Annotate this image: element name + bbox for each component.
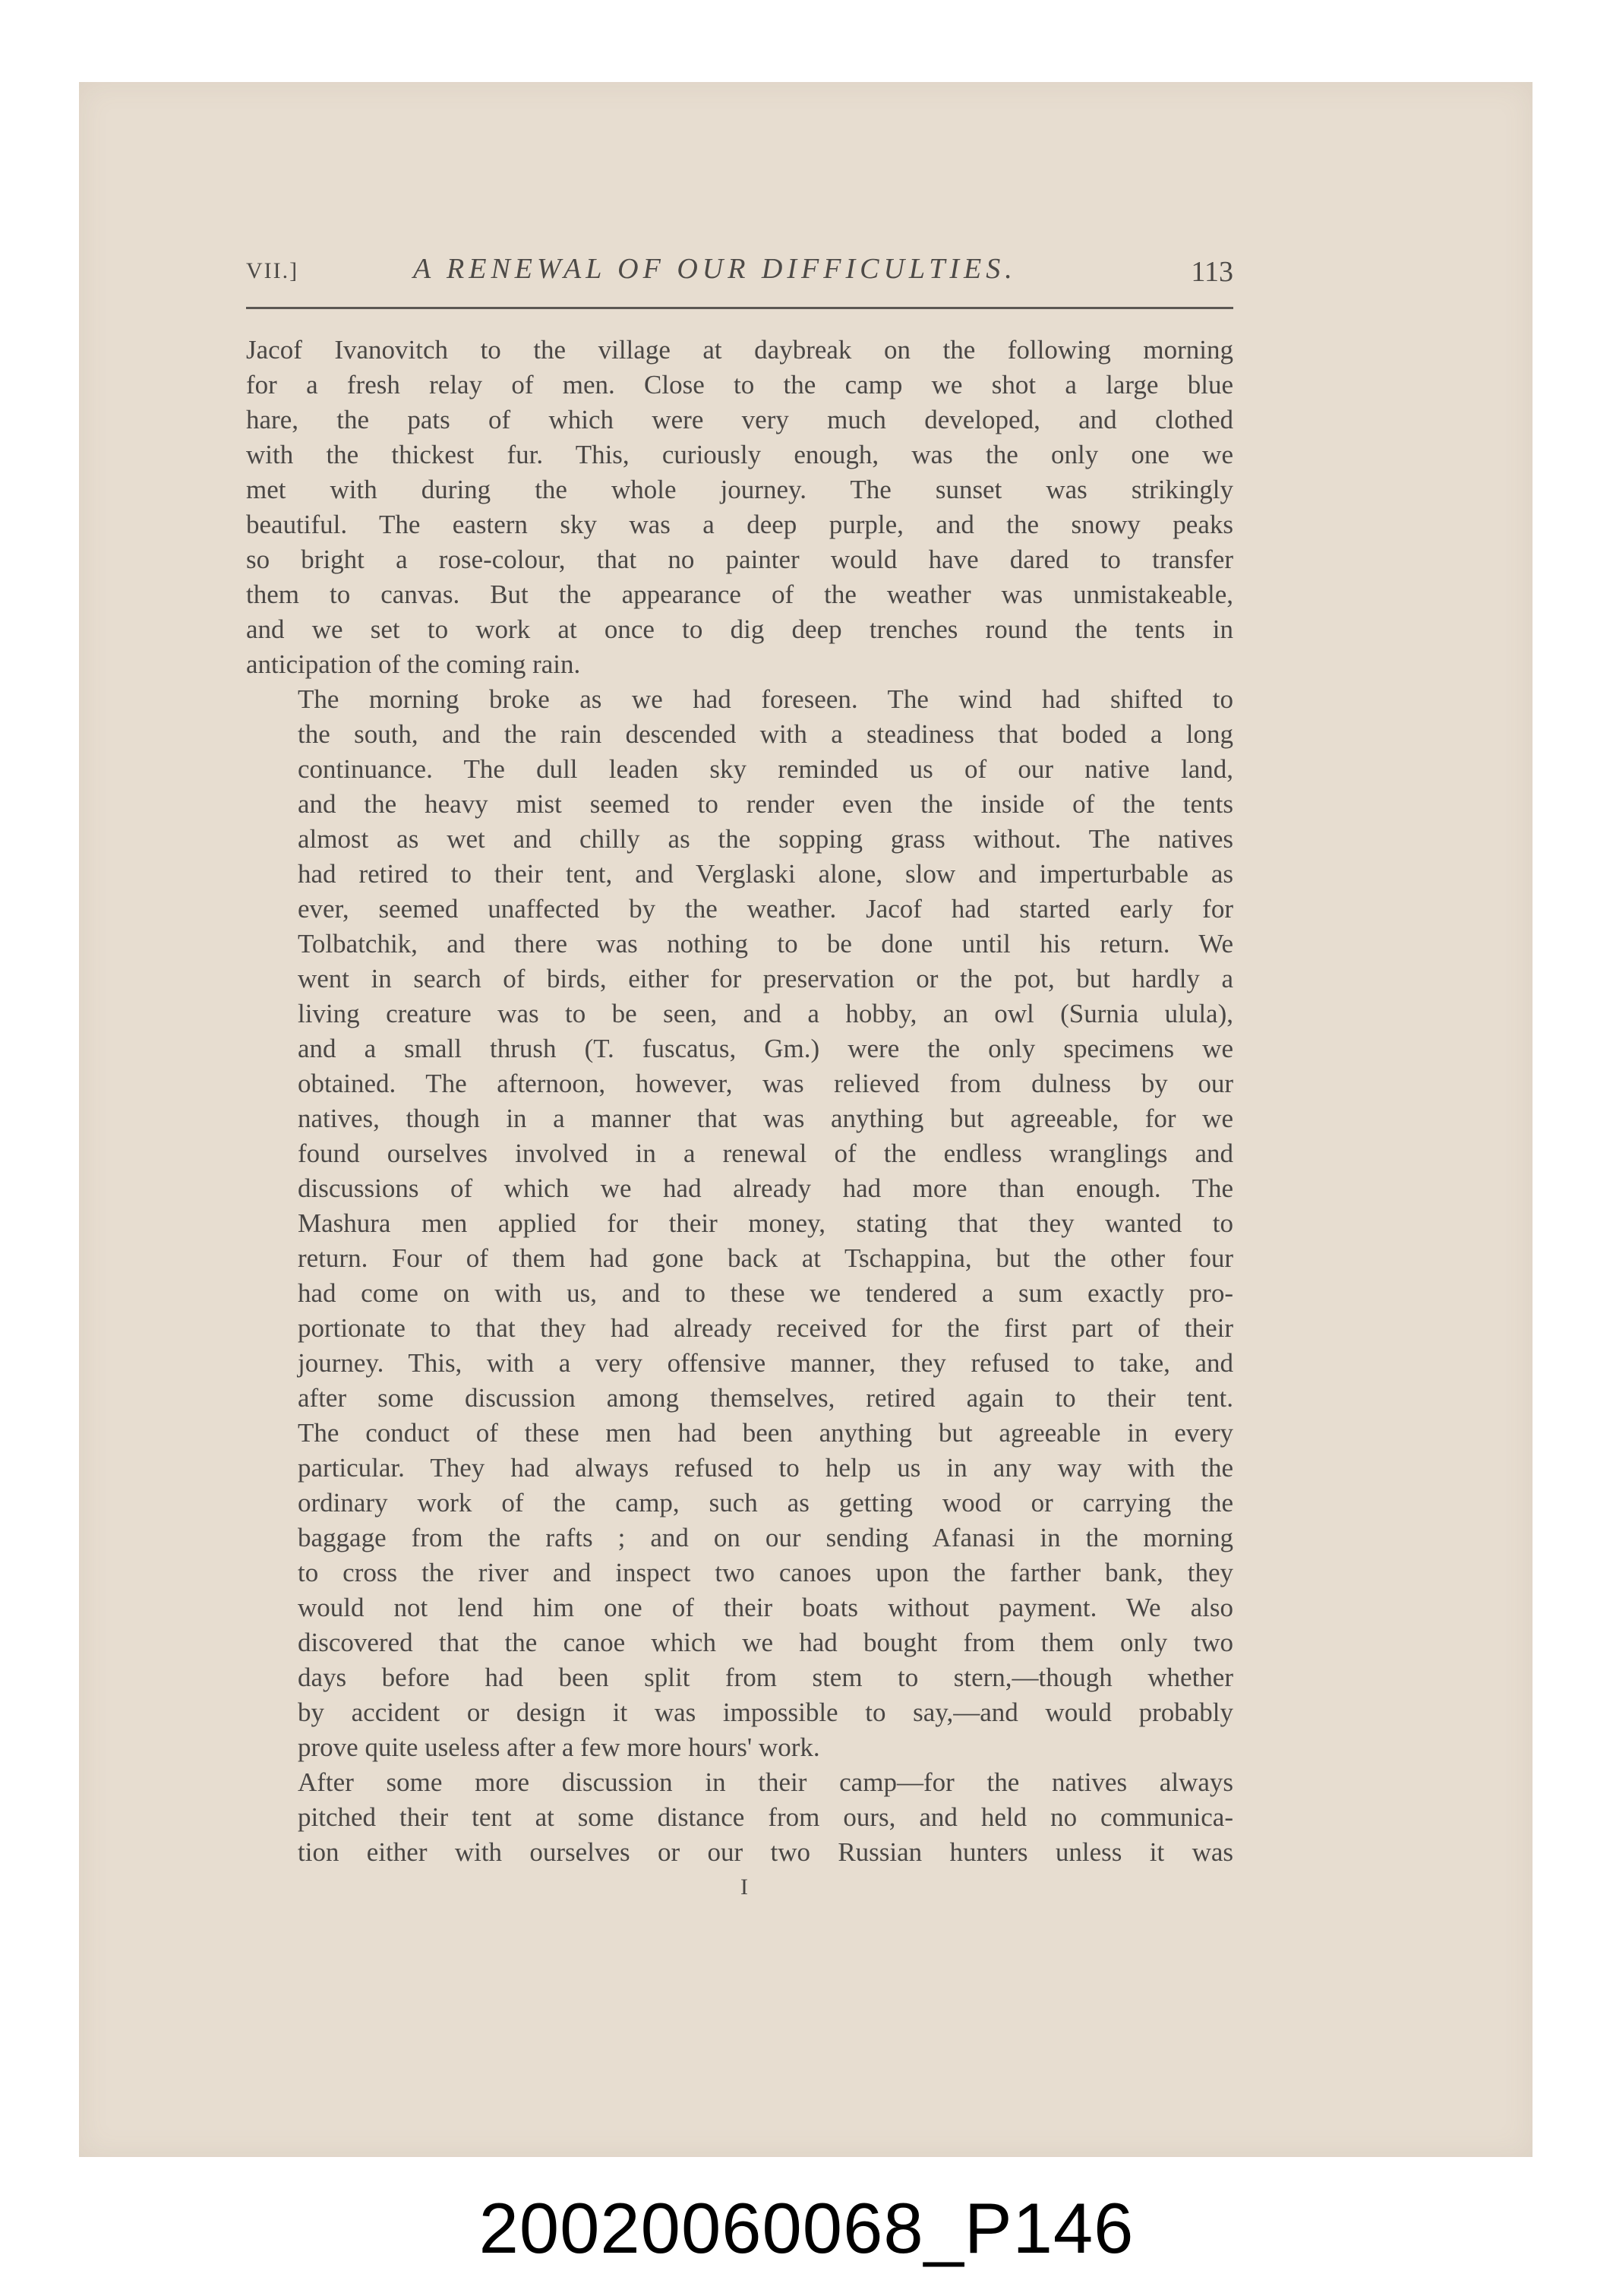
text-line: met with during the whole journey. The sunset was strikingly bbox=[246, 475, 1233, 504]
image-id-caption: 20020060068_P146 bbox=[478, 2188, 1135, 2268]
header-rule bbox=[246, 307, 1233, 309]
text-line: tion either with ourselves or our two Russian hunters unless it was bbox=[298, 1837, 1233, 1867]
text-line: to cross the river and inspect two canoes upon the farther bank, they bbox=[298, 1558, 1233, 1587]
text-line: the south, and the rain descended with a steadiness that boded a long bbox=[298, 719, 1233, 749]
text-line: and the heavy mist seemed to render even the inside of the tents bbox=[298, 789, 1233, 819]
text-line: went in search of birds, either for preservation or the pot, but hardly a bbox=[298, 964, 1233, 993]
text-line: and we set to work at once to dig deep trenches round the tents in bbox=[246, 614, 1233, 644]
text-line: Jacof Ivanovitch to the village at daybreak on the following morning bbox=[246, 335, 1233, 365]
signature-mark: I bbox=[740, 1874, 748, 1900]
body-text bbox=[246, 333, 1233, 1870]
chapter-marker: VII.] bbox=[246, 258, 299, 283]
text-line: The morning broke as we had foreseen. The wind had shifted to bbox=[298, 684, 1233, 714]
text-line: almost as wet and chilly as the sopping grass without. The natives bbox=[298, 824, 1233, 854]
text-line: Tolbatchik, and there was nothing to be done until his return. We bbox=[298, 929, 1233, 959]
text-line: with the thickest fur. This, curiously enough, was the only one we bbox=[246, 440, 1233, 469]
text-line: After some more discussion in their camp—for the natives always bbox=[298, 1767, 1233, 1797]
text-line: found ourselves involved in a renewal of the endless wranglings and bbox=[298, 1139, 1233, 1168]
text-line: by accident or design it was impossible to say,—and would probably bbox=[298, 1698, 1233, 1727]
text-line: pitched their tent at some distance from ours, and held no communica- bbox=[298, 1802, 1233, 1832]
text-line: hare, the pats of which were very much developed, and clothed bbox=[246, 405, 1233, 434]
text-line: particular. They had always refused to help us in any way with the bbox=[298, 1453, 1233, 1483]
text-line: after some discussion among themselves, retired again to their tent. bbox=[298, 1383, 1233, 1413]
paragraph-3 bbox=[246, 1765, 1233, 1870]
text-line: anticipation of the coming rain. bbox=[246, 649, 581, 679]
text-line: had retired to their tent, and Verglaski alone, slow and imperturbable as bbox=[298, 859, 1233, 889]
text-line: for a fresh relay of men. Close to the camp we shot a large blue bbox=[246, 370, 1233, 400]
text-line: discovered that the canoe which we had bought from them only two bbox=[298, 1628, 1233, 1657]
text-line: and a small thrush (T. fuscatus, Gm.) were the only specimens we bbox=[298, 1034, 1233, 1063]
text-line: beautiful. The eastern sky was a deep purple, and the snowy peaks bbox=[246, 510, 1233, 539]
text-line: would not lend him one of their boats without payment. We also bbox=[298, 1593, 1233, 1622]
text-line: had come on with us, and to these we tendered a sum exactly pro- bbox=[298, 1278, 1233, 1308]
text-line: ordinary work of the camp, such as getting wood or carrying the bbox=[298, 1488, 1233, 1518]
text-line: living creature was to be seen, and a hobby, an owl (Surnia ulula), bbox=[298, 999, 1233, 1028]
running-title: A RENEWAL OF OUR DIFFICULTIES. bbox=[413, 253, 1017, 285]
text-line: return. Four of them had gone back at Tschappina, but the other four bbox=[298, 1243, 1233, 1273]
text-line: natives, though in a manner that was anything but agreeable, for we bbox=[298, 1104, 1233, 1133]
paragraph-2 bbox=[246, 682, 1233, 1765]
text-line: baggage from the rafts ; and on our sending Afanasi in the morning bbox=[298, 1523, 1233, 1552]
paragraph-1 bbox=[246, 333, 1233, 682]
text-line: obtained. The afternoon, however, was relieved from dulness by our bbox=[298, 1069, 1233, 1098]
text-line: The conduct of these men had been anything but agreeable in every bbox=[298, 1418, 1233, 1448]
text-line: them to canvas. But the appearance of the weather was unmistakeable, bbox=[246, 580, 1233, 609]
running-head bbox=[246, 252, 1233, 305]
text-line: continuance. The dull leaden sky reminded us of our native land, bbox=[298, 754, 1233, 784]
text-line: ever, seemed unaffected by the weather. Jacof had started early for bbox=[298, 894, 1233, 924]
text-line: so bright a rose-colour, that no painter would have dared to transfer bbox=[246, 545, 1233, 574]
text-line: portionate to that they had already received for the first part of their bbox=[298, 1313, 1233, 1343]
text-line: discussions of which we had already had more than enough. The bbox=[298, 1173, 1233, 1203]
text-line: Mashura men applied for their money, stating that they wanted to bbox=[298, 1208, 1233, 1238]
page-number: 113 bbox=[1191, 256, 1233, 288]
text-line: journey. This, with a very offensive manner, they refused to take, and bbox=[298, 1348, 1233, 1378]
text-line: days before had been split from stem to stern,—though whether bbox=[298, 1663, 1233, 1692]
text-line: prove quite useless after a few more hours' work. bbox=[298, 1732, 820, 1762]
